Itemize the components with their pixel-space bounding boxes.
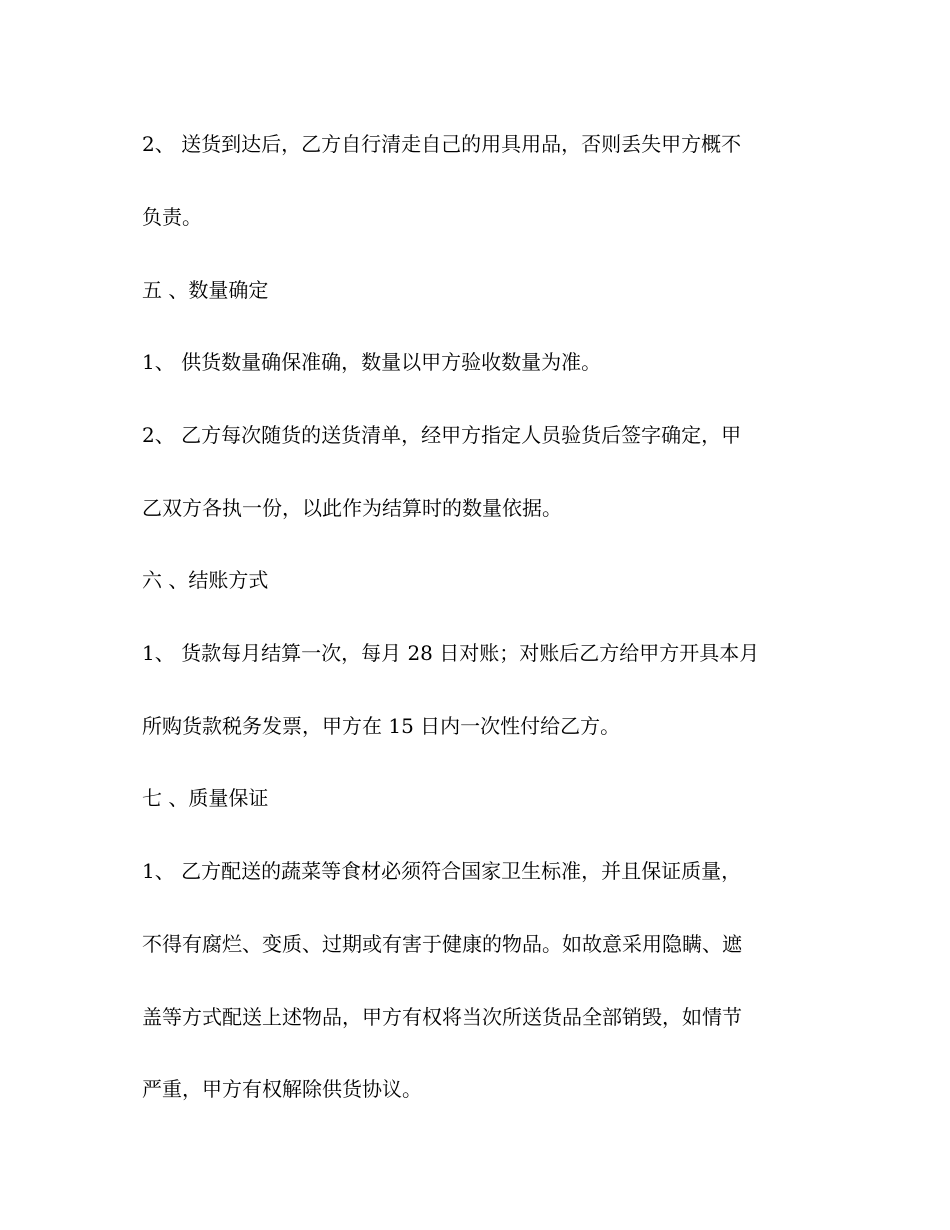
paragraph-line: 2、 送货到达后，乙方自行清走自己的用具用品，否则丢失甲方概不: [142, 132, 742, 156]
section-heading-quality: 七 、质量保证: [142, 786, 269, 810]
paragraph-line: 1、 货款每月结算一次，每月 28 日对账；对账后乙方给甲方开具本月: [142, 641, 760, 665]
paragraph-line: 盖等方式配送上述物品，甲方有权将当次所送货品全部销毁，如情节: [142, 1005, 742, 1029]
paragraph-line: 不得有腐烂、变质、过期或有害于健康的物品。如故意采用隐瞒、遮: [142, 932, 742, 956]
paragraph-line: 负责。: [142, 205, 202, 229]
paragraph-line: 严重，甲方有权解除供货协议。: [142, 1077, 422, 1101]
paragraph-line: 1、 乙方配送的蔬菜等食材必须符合国家卫生标准，并且保证质量，: [142, 859, 742, 883]
paragraph-line: 所购货款税务发票，甲方在 15 日内一次性付给乙方。: [142, 714, 621, 738]
paragraph-line: 乙双方各执一份，以此作为结算时的数量依据。: [142, 496, 562, 520]
paragraph-line: 1、 供货数量确保准确，数量以甲方验收数量为准。: [142, 350, 602, 374]
section-heading-payment: 六 、结账方式: [142, 568, 269, 592]
section-heading-quantity: 五 、数量确定: [142, 278, 269, 302]
paragraph-line: 2、 乙方每次随货的送货清单，经甲方指定人员验货后签字确定，甲: [142, 423, 742, 447]
